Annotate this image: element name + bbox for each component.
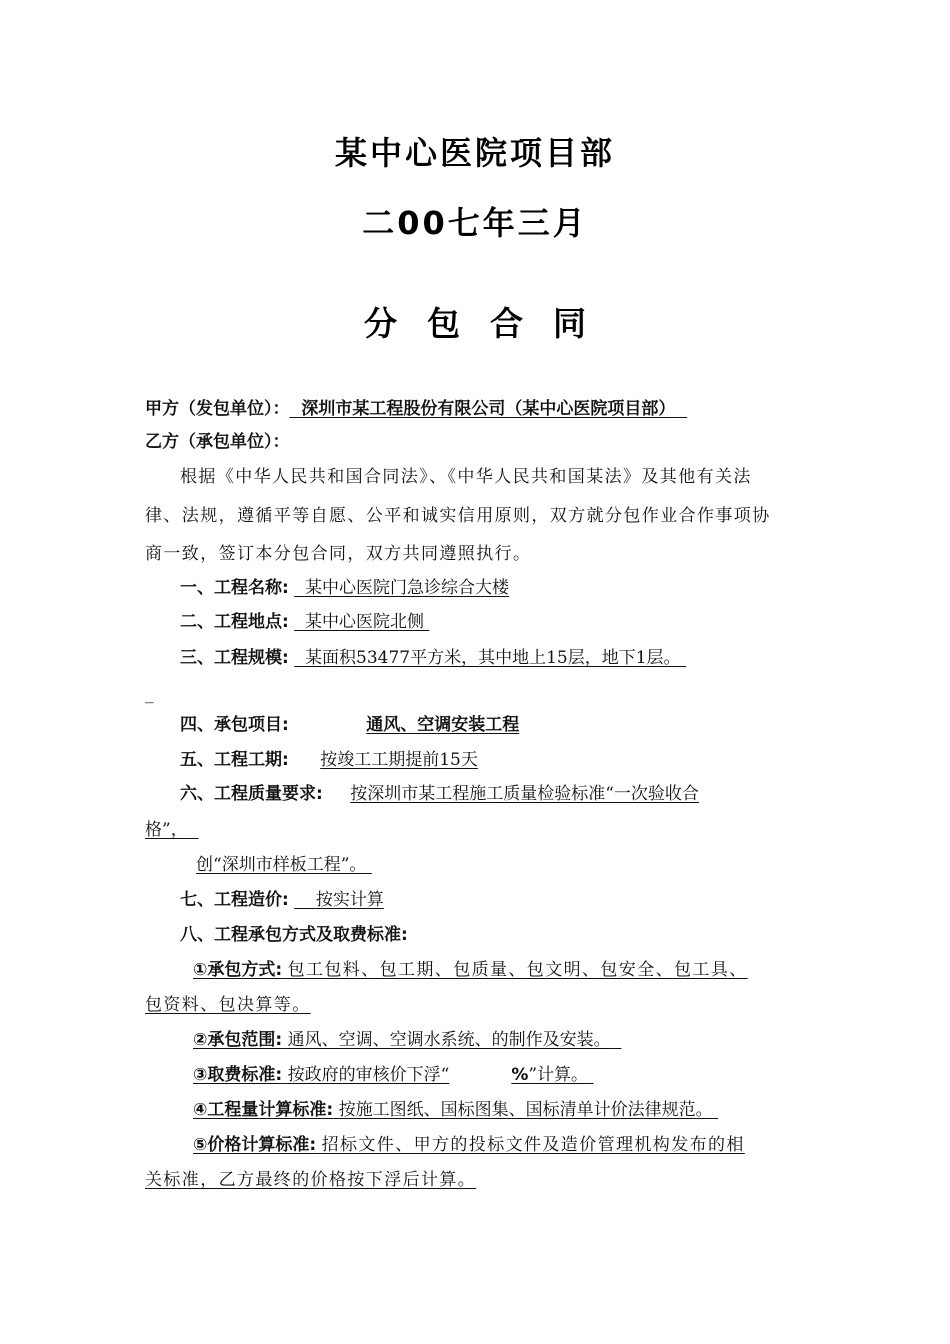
clause-4-label: 四、承包项目: [180, 715, 289, 735]
clause-6 [180, 782, 699, 806]
clause-4 [180, 713, 519, 737]
contract-title: 分包合同 [364, 304, 616, 343]
subclause-1-value-1: 包工包料、包工期、包质量、包文明、包安全、包工具、 [287, 960, 748, 980]
subclause-3 [193, 1063, 593, 1087]
subclause-4-label: ④工程量计算标准: [193, 1100, 334, 1120]
subclause-2-value: 通风、空调、空调水系统、的制作及安装。 [287, 1030, 611, 1050]
clause-5-label: 五、工程工期: [180, 750, 289, 770]
clause-1-value: 某中心医院门急诊综合大楼 [305, 578, 510, 598]
clause-2-label: 二、工程地点: [180, 612, 289, 632]
subclause-1-value-2: 包资料、包决算等。 [145, 995, 311, 1015]
subclause-3-value-c: ”计算。 [528, 1065, 589, 1085]
clause-3 [180, 646, 686, 670]
clause-7-value: 按实计算 [315, 890, 384, 910]
subclause-4 [193, 1098, 718, 1122]
subclause-5 [193, 1133, 745, 1157]
subclause-3-value-b: % [511, 1065, 529, 1085]
org-heading: 某中心医院项目部 [334, 134, 615, 172]
clause-1-label: 一、工程名称: [180, 578, 289, 598]
clause-2-value: 某中心医院北侧 [305, 612, 425, 632]
subclause-4-value: 按施工图纸、国标图集、国标清单计价法律规范。 [338, 1100, 713, 1120]
subclause-5-value-1: 招标文件、甲方的投标文件及造价管理机构发布的相 [321, 1135, 745, 1155]
subclause-1 [193, 958, 748, 982]
party-a-line [145, 397, 687, 421]
preamble-line-1: 根据《中华人民共和国合同法》、《中华人民共和国某法》及其他有关法 [180, 467, 752, 487]
clause-6-value-2: 格”， [145, 820, 188, 840]
subclause-5-value-2: 关标准，乙方最终的价格按下浮后计算。 [145, 1170, 477, 1190]
clause-5-value: 按竣工工期提前15天 [320, 750, 478, 770]
clause-6-value-3: 创“深圳市样板工程”。 [196, 855, 367, 875]
subclause-3-value-a: 按政府的审核价下浮“ [287, 1065, 450, 1085]
clause-4-value: 通风、空调安装工程 [366, 715, 520, 735]
party-a-value: 深圳市某工程股份有限公司（某中心医院项目部） [301, 399, 676, 419]
clause-3-value: 某面积53477平方米，其中地上15层，地下1层。 [305, 648, 681, 668]
clause-3-label: 三、工程规模: [180, 648, 289, 668]
clause-6-label: 六、工程质量要求: [180, 784, 323, 804]
clause-5 [180, 748, 478, 772]
subclause-5-label: ⑤价格计算标准: [193, 1135, 317, 1155]
clause-1 [180, 576, 509, 600]
clause-7-label: 七、工程造价: [180, 890, 289, 910]
subclause-2 [193, 1028, 621, 1052]
preamble-line-2: 律、法规，遵循平等自愿、公平和诚实信用原则，双方就分包作业合作事项协 [145, 506, 771, 526]
clause-8-label: 八、工程承包方式及取费标准: [180, 925, 408, 945]
date-heading: 二00七年三月 [362, 204, 588, 242]
clause-2 [180, 610, 429, 634]
subclause-1-label: ①承包方式: [193, 960, 283, 980]
clause-6-value-1: 按深圳市某工程施工质量检验标准“一次验收合 [350, 784, 699, 804]
preamble-line-3: 商一致，签订本分包合同，双方共同遵照执行。 [145, 544, 532, 564]
subclause-3-label: ③取费标准: [193, 1065, 283, 1085]
subclause-2-label: ②承包范围: [193, 1030, 283, 1050]
stray-underscore: _ [145, 684, 154, 704]
party-b-label: 乙方（承包单位）： [145, 432, 290, 452]
party-a-label: 甲方（发包单位）： [145, 399, 290, 419]
clause-7 [180, 888, 384, 912]
